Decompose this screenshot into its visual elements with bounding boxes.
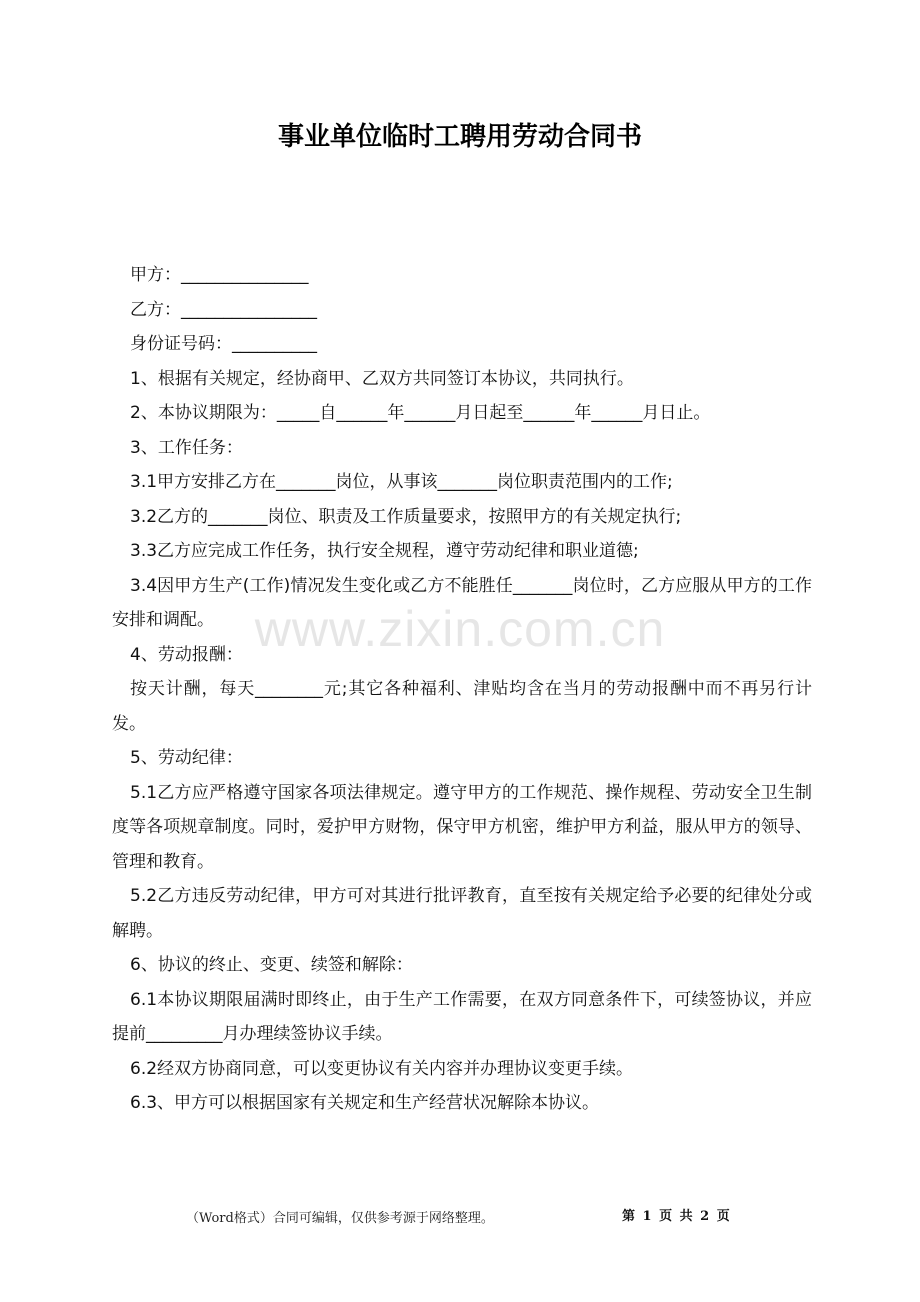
section-5-heading: 5、劳动纪律： (130, 748, 243, 768)
footer-note: （Word格式）合同可编辑，仅供参考源于网络整理。 (186, 1211, 494, 1226)
watermark: www.zixin.com.cn (254, 601, 666, 657)
clause-6-2: 6.2经双方协商同意，可以变更协议有关内容并办理协议变更手续。 (130, 1058, 634, 1079)
document-body (112, 258, 812, 1121)
clause-3-4: 3.4因甲方生产(工作)情况发生变化或乙方不能胜任_______岗位时，乙方应服从甲方的工作安排和调配。 (112, 575, 812, 630)
clause-6-3: 6.3、甲方可以根据国家有关规定和生产经营状况解除本协议。 (130, 1093, 600, 1113)
clause-3-1: 3.1甲方安排乙方在_______岗位，从事该_______岗位职责范围内的工作; (130, 472, 673, 492)
section-3-heading: 3、工作任务： (130, 437, 243, 458)
id-number-line: 身份证号码：__________ (130, 334, 317, 354)
clause-1: 1、根据有关规定，经协商甲、乙双方共同签订本协议，共同执行。 (130, 368, 634, 389)
clause-6-1: 6.1本协议期限届满时即终止，由于生产工作需要，在双方同意条件下，可续签协议，并应提前_________月办理续签协议手续。 (112, 989, 812, 1044)
clause-5-2: 5.2乙方违反劳动纪律，甲方可对其进行批评教育，直至按有关规定给予必要的纪律处分或解聘。 (112, 886, 812, 941)
page-number: 第 1 页 共 2 页 (622, 1209, 730, 1224)
party-b-line: 乙方：________________ (130, 299, 317, 320)
clause-3-2: 3.2乙方的_______岗位、职责及工作质量要求，按照甲方的有关规定执行; (130, 506, 682, 527)
clause-2: 2、本协议期限为：_____自______年______月日起至______年______月日止。 (130, 403, 711, 423)
section-6-heading: 6、协议的终止、变更、续签和解除： (130, 955, 413, 975)
party-a-line: 甲方：_______________ (130, 265, 309, 285)
section-4-heading: 4、劳动报酬： (130, 644, 243, 665)
clause-4-body: 按天计酬，每天________元;其它各种福利、津贴均含在当月的劳动报酬中而不再另行计发。 (112, 679, 812, 734)
clause-3-3: 3.3乙方应完成工作任务，执行安全规程，遵守劳动纪律和职业道德; (130, 541, 639, 561)
document-title: 事业单位临时工聘用劳动合同书 (277, 122, 642, 152)
clause-5-1: 5.1乙方应严格遵守国家各项法律规定。遵守甲方的工作规范、操作规程、劳动安全卫生制度等各项规章制度。同时，爱护甲方财物，保守甲方机密，维护甲方利益，服从甲方的领导、管理和教育。 (112, 782, 812, 872)
